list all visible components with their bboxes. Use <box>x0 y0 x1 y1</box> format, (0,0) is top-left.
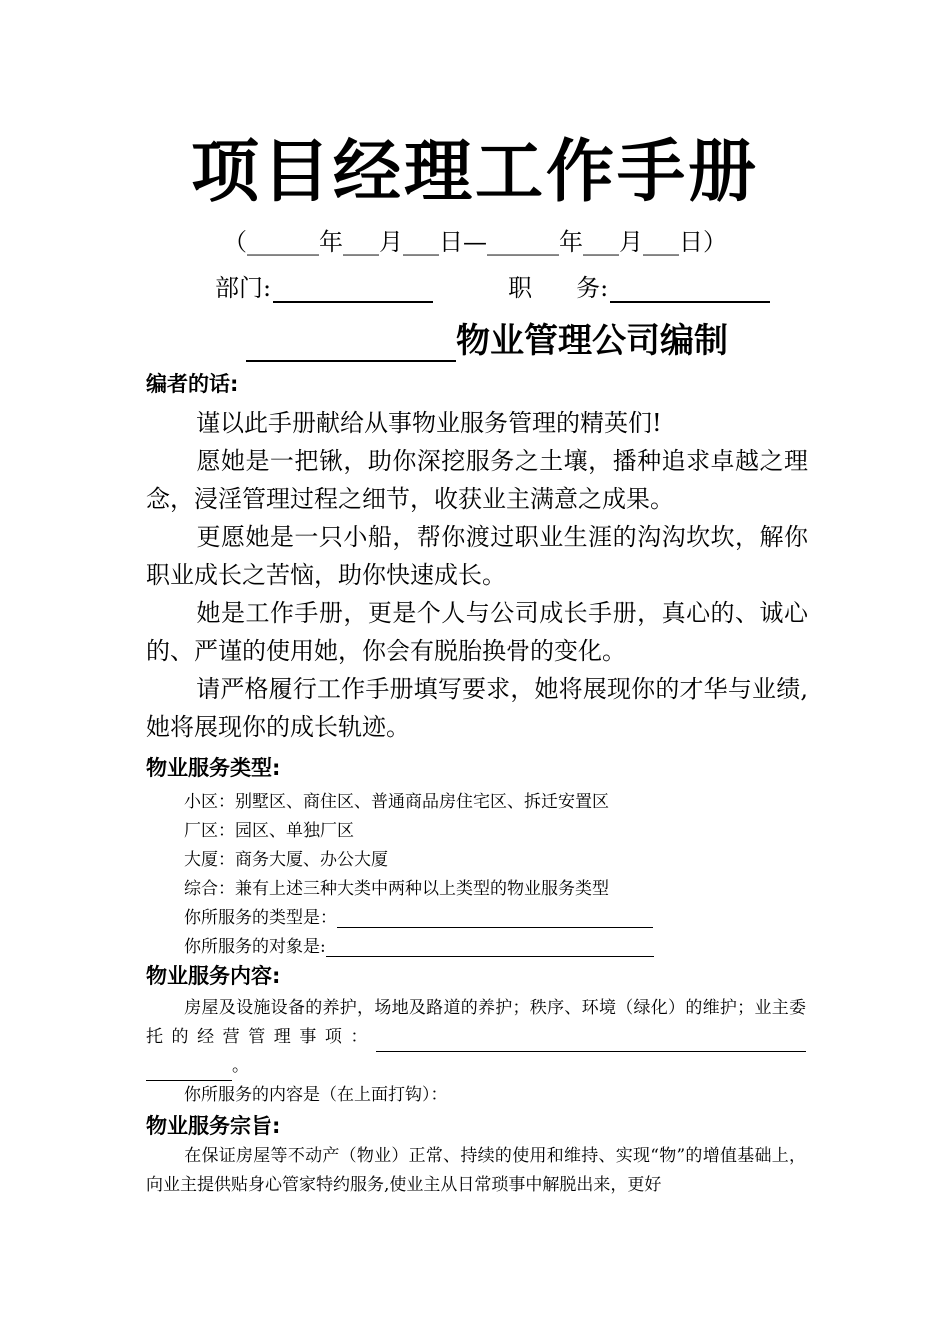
company-suffix: 物业管理公司编制 <box>456 321 728 361</box>
content-paragraph: 房屋及设施设备的养护，场地及路道的养护；秩序、环境（绿化）的维护；业主委托的经营管理事项：。 <box>146 994 806 1081</box>
types-item: 小区：别墅区、商住区、普通商品房住宅区、拆迁安置区 <box>184 792 609 812</box>
editor-paragraph-4: 她是工作手册，更是个人与公司成长手册，真心的、诚心的、严谨的使用她，你会有脱胎换骨的变化。 <box>146 599 808 665</box>
department-field[interactable] <box>273 277 433 303</box>
position-field[interactable] <box>610 277 770 303</box>
editor-paragraph-5: 请严格履行工作手册填写要求，她将展现你的才华与业绩,她将展现你的成长轨迹。 <box>146 675 808 741</box>
entrusted-matters-field[interactable] <box>376 1035 806 1052</box>
types-fill-line <box>184 903 653 928</box>
service-type-field[interactable] <box>337 911 653 928</box>
editor-heading: 编者的话: <box>146 372 239 396</box>
company-name-field[interactable] <box>246 324 456 362</box>
types-fill-label: 你所服务的类型是： <box>184 908 337 928</box>
types-heading: 物业服务类型: <box>146 756 281 780</box>
purpose-heading: 物业服务宗旨: <box>146 1114 281 1138</box>
position-label-part2: 务: <box>576 274 609 302</box>
editor-paragraph-2: 愿她是一把锹，助你深挖服务之土壤，播种追求卓越之理念，浸淫管理过程之细节，收获业主满意之成果。 <box>146 447 808 513</box>
department-label: 部门: <box>215 274 272 302</box>
date-range: （______年___月___日—______年___月___日） <box>223 228 727 256</box>
object-fill-line <box>184 932 654 957</box>
object-fill-label: 你所服务的对象是: <box>184 937 326 957</box>
types-item: 厂区：园区、单独厂区 <box>184 821 354 841</box>
department-position-line <box>215 268 770 303</box>
position-label-part1: 职 <box>508 274 533 302</box>
company-line <box>246 313 728 362</box>
types-item: 大厦：商务大厦、办公大厦 <box>184 850 388 870</box>
purpose-paragraph: 在保证房屋等不动产（物业）正常、持续的使用和维持、实现“物”的增值基础上，向业主提供贴身心管家特约服务,使业主从日常琐事中解脱出来，更好 <box>146 1146 806 1195</box>
editor-paragraph-1: 谨以此手册献给从事物业服务管理的精英们! <box>196 409 662 437</box>
content-fill-line: 你所服务的内容是（在上面打钩）： <box>184 1085 448 1105</box>
content-heading: 物业服务内容: <box>146 964 281 988</box>
editor-paragraph-3: 更愿她是一只小船，帮你渡过职业生涯的沟沟坎坎，解你职业成长之苦恼，助你快速成长。 <box>146 523 808 589</box>
service-object-field[interactable] <box>326 940 654 957</box>
types-item: 综合：兼有上述三种大类中两种以上类型的物业服务类型 <box>184 879 609 899</box>
document-title: 项目经理工作手册 <box>190 133 759 212</box>
